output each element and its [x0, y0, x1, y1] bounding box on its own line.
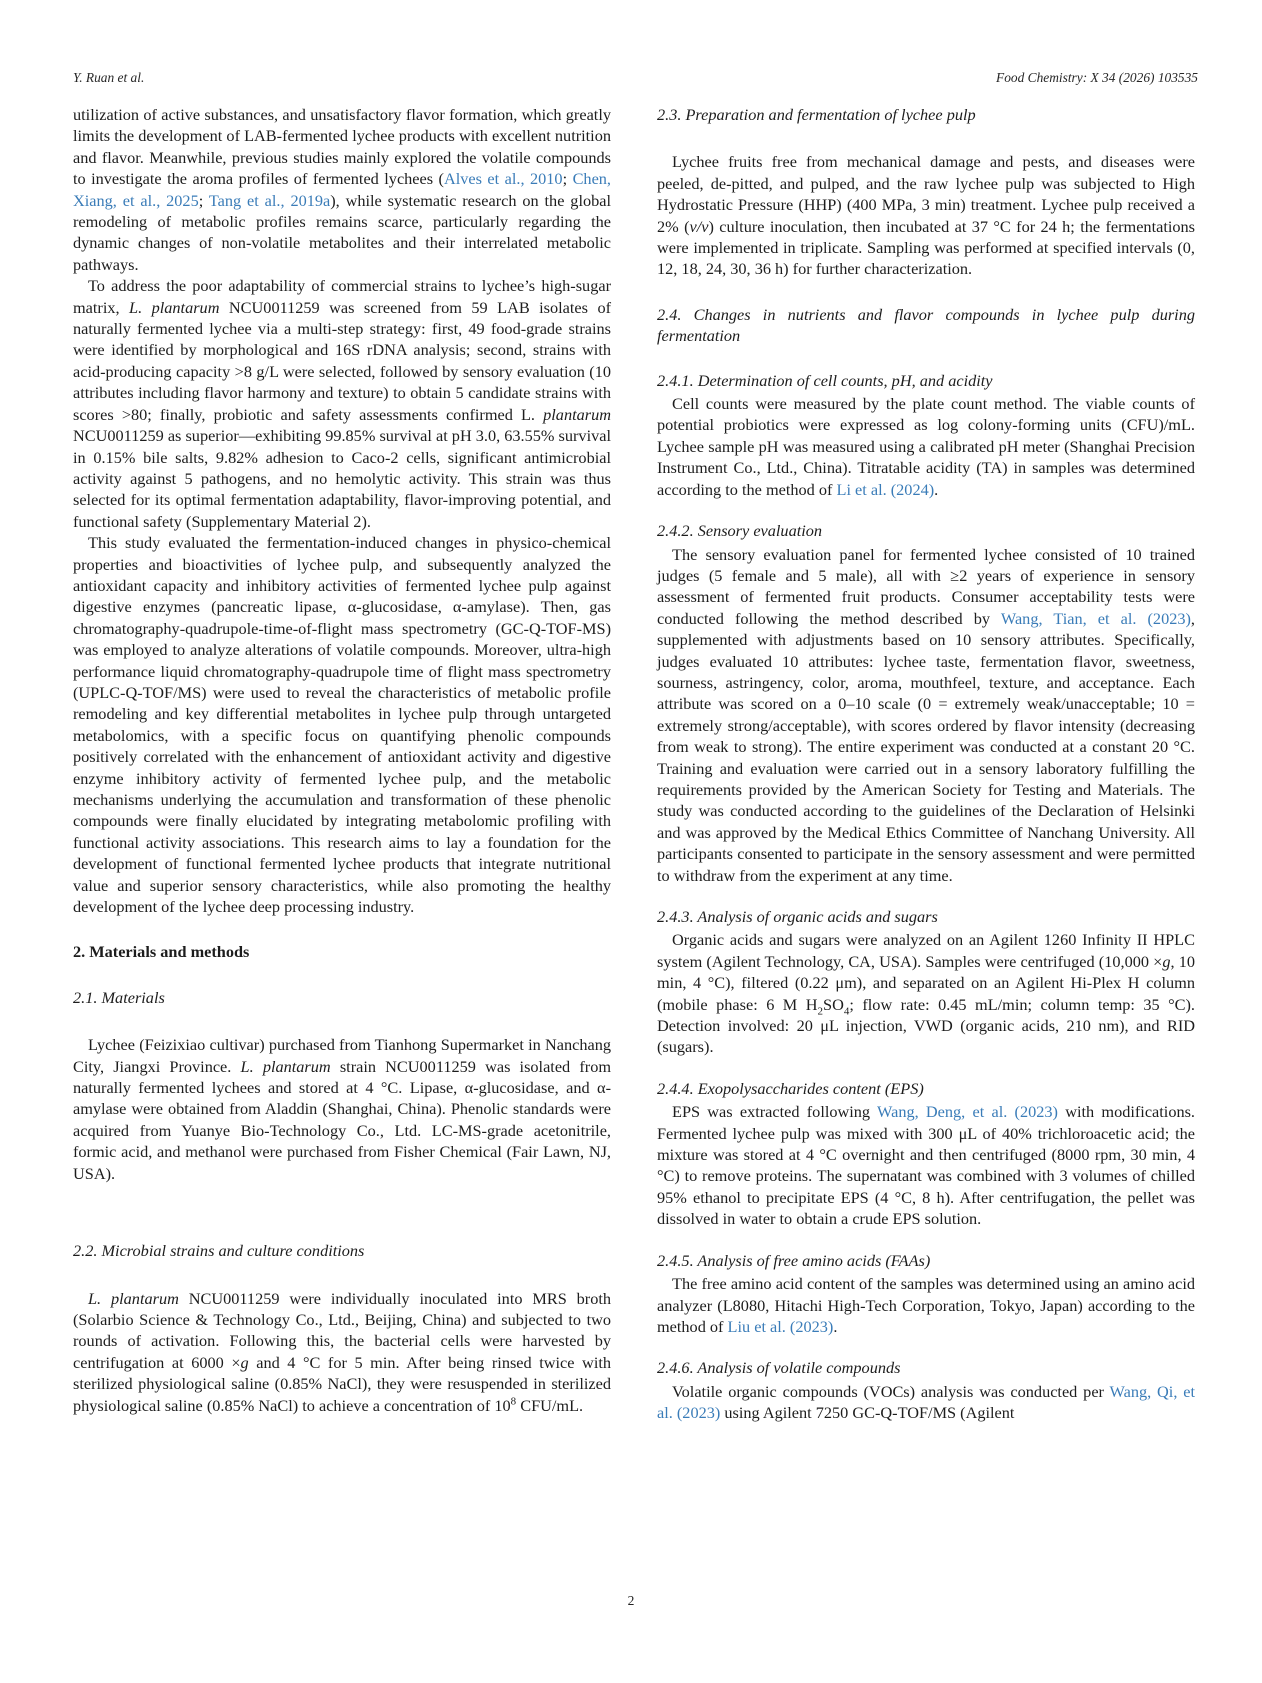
paragraph-cell-counts	[657, 393, 1195, 500]
subsection-heading-2-4-6-volatile	[657, 1357, 1195, 1378]
text-segment: ; flow rate: 0.45 mL/min; column temp: 35 °C). Detection involved: 20 μL injection, VWD (organic acids, 210 nm), and RID (sugars).	[657, 994, 1196, 1057]
citation-link[interactable]: Li et al. (2024)	[836, 479, 935, 499]
text-segment: To address the poor adaptability of commercial strains to lychee’s high-sugar matrix,	[73, 276, 611, 317]
text-segment: 2.3. Preparation and fermentation of lychee pulp	[657, 105, 976, 124]
text-segment: , supplemented with adjustments based on 10 sensory attributes. Specifically, judges evaluated 10 attributes: lychee taste, fermentation flavor, sweetness, sourness, astringency, color, aroma, mouthfeel, texture, and acceptance. Each attribute was scored on a 0–10 scale (0 = extremely weak/unacceptable; 10 = extremely strong/acceptable), with scores ordered by flavor intensity (decreasing from weak to strong). The entire experiment was conducted at a constant 20 °C. Training and evaluation were carried out in a sensory laboratory fulfilling the requirements provided by the American Society for Testing and Materials. The study was conducted according to the guidelines of the Declaration of Helsinki and was approved by the Medical Ethics Committee of Nanchang University. All participants consented to participate in the sensory assessment and were permitted to withdraw from the experiment at any time.	[657, 608, 1195, 885]
subscript-text: 2	[817, 1004, 824, 1017]
citation-link[interactable]: Wang, Qi, et al. (2023)	[657, 1381, 1196, 1423]
citation-link[interactable]: Wang, Tian, et al. (2023)	[1000, 608, 1191, 628]
text-segment: utilization of active substances, and unsatisfactory flavor formation, which greatly limits the development of LAB-fermented lychee products with excellent nutrition and flavor. Meanwhile, previous studies mainly explored the volatile compounds to investigate the aroma profiles of fermented lychees (	[73, 105, 611, 189]
text-segment: .	[833, 1316, 838, 1336]
text-segment: NCU0011259 were individually inoculated into MRS broth (Solarbio Science & Technology Co., Ltd., Beijing, China) and subjected to two rounds of activation. Following this, the bacterial cells were harvested by centrifugation at 6000 ×	[73, 1288, 611, 1372]
text-segment: 2.4.4. Exopolysaccharides content (EPS)	[657, 1078, 924, 1098]
text-segment: g	[1162, 951, 1171, 971]
text-segment: ), while systematic research on the global remodeling of metabolic profiles remains scarce, particularly regarding the dynamic changes of non-volatile metabolites and their interrelated metabolic pathways.	[73, 190, 611, 274]
text-segment: plantarum	[543, 404, 611, 424]
paragraph-study-aims	[73, 532, 611, 917]
left-column	[73, 104, 611, 1424]
text-segment: with modifications. Fermented lychee pulp was mixed with 300 μL of 40% trichloroacetic acid; the mixture was stored at 4 °C overnight and then centrifuged (8000 rpm, 30 min, 4 °C) to remove proteins. The supernatant was combined with 3 volumes of chilled 95% ethanol to precipitate EPS (4 °C, 8 h). After centrifugation, the pellet was dissolved in water to obtain a crude EPS solution.	[657, 1102, 1196, 1229]
paragraph-sensory-evaluation	[657, 544, 1195, 887]
text-segment: L. plantarum	[240, 1056, 331, 1076]
subsection-heading-2-4-changes	[657, 304, 1195, 347]
text-segment: using Agilent 7250 GC-Q-TOF/MS (Agilent	[720, 1403, 1015, 1423]
subsection-heading-2-4-5-faas	[657, 1250, 1195, 1271]
text-segment: 2.2. Microbial strains and culture conditions	[73, 1241, 365, 1261]
superscript-text: 8	[510, 1395, 517, 1408]
text-segment: strain NCU0011259 was isolated from naturally fermented lychees and stored at 4 °C. Lipase, α-glucosidase, and α-amylase were obtained from Aladdin (Shanghai, China). Phenolic standards were acquired from Yuanye Bio-Technology Co., Ltd. LC-MS-grade acetonitrile, formic acid, and methanol were purchased from Fisher Chemical (Fair Lawn, NJ, USA).	[73, 1056, 612, 1183]
text-segment: and 4 °C for 5 min. After being rinsed twice with sterilized physiological saline (0.85% NaCl), they were resuspended in sterilized physiological saline (0.85% NaCl) to achieve a concentration of 10	[73, 1352, 612, 1415]
running-author: Y. Ruan et al.	[73, 70, 145, 85]
text-segment: The sensory evaluation panel for fermented lychee consisted of 10 trained judges (5 female and 5 male), all with ≥2 years of experience in sensory assessment of fermented fruit products. Consumer acceptability tests were conducted following the method described by	[657, 544, 1195, 628]
text-segment: g	[240, 1352, 249, 1372]
text-segment: CFU/mL.	[516, 1395, 584, 1415]
text-segment: Organic acids and sugars were analyzed on an Agilent 1260 Infinity II HPLC system (Agilent Technology, CA, USA). Samples were centrifuged (10,000 ×	[657, 930, 1195, 971]
paragraph-materials	[73, 1034, 611, 1184]
text-segment: ;	[562, 169, 573, 189]
page-body	[73, 104, 1195, 1424]
section-heading-2-materials-and-methods	[73, 941, 611, 962]
citation-link[interactable]: Alves et al., 2010	[443, 169, 563, 189]
text-segment: NCU0011259 was screened from 59 LAB isolates of naturally fermented lychee via a multi-step strategy: first, 49 food-grade strains were identified by morphological and 16S rDNA analysis; second, strains with acid-producing capacity >8 g/L were selected, followed by sensory evaluation (10 attributes including flavor harmony and texture) to obtain 5 candidate strains with scores >80; finally, probiotic and safety assessments confirmed L.	[73, 297, 612, 424]
citation-link[interactable]: Chen, Xiang, et al., 2025	[73, 169, 611, 210]
running-head	[73, 70, 1198, 86]
citation-link[interactable]: Liu et al. (2023)	[727, 1316, 834, 1336]
text-segment: Volatile organic compounds (VOCs) analysis was conducted per	[672, 1381, 1110, 1401]
subsection-heading-2-3-preparation	[657, 104, 1195, 125]
right-column	[657, 104, 1195, 1424]
text-segment: Lychee fruits free from mechanical damage and pests, and diseases were peeled, de-pitted, and pulped, and the raw lychee pulp was subjected to High Hydrostatic Pressure (HHP) (400 MPa, 3 min) treatment. Lychee pulp received a 2% (	[657, 152, 1195, 236]
subscript-text: 4	[843, 1004, 850, 1017]
text-segment: ;	[198, 190, 209, 210]
text-segment: SO	[823, 994, 844, 1014]
text-segment: .	[934, 479, 939, 499]
text-segment: The free amino acid content of the samples was determined using an amino acid analyzer (L8080, Hitachi High-Tech Corporation, Tokyo, Japan) according to the method of	[657, 1274, 1195, 1336]
text-segment: L. plantarum	[88, 1288, 179, 1308]
text-segment: Lychee (Feizixiao cultivar) purchased from Tianhong Supermarket in Nanchang City, Jiangxi Province.	[73, 1035, 611, 1076]
paragraph-volatile-compounds	[657, 1381, 1195, 1424]
text-segment: 2.4. Changes in nutrients and flavor compounds in lychee pulp during fermentation	[657, 304, 1195, 346]
text-segment: L. plantarum	[129, 297, 220, 317]
paragraph-preparation-fermentation	[657, 151, 1195, 279]
citation-link[interactable]: Tang et al., 2019a	[208, 190, 331, 210]
text-segment: Cell counts were measured by the plate count method. The viable counts of potential probiotics were expressed as log colony-forming units (CFU)/mL. Lychee sample pH was measured using a calibrated pH meter (Shanghai Precision Instrument Co., Ltd., China). Titratable acidity (TA) in samples was determined according to the method of	[657, 394, 1195, 499]
text-segment: 2.4.2. Sensory evaluation	[657, 521, 823, 541]
journal-reference: Food Chemistry: X 34 (2026) 103535	[996, 70, 1198, 85]
subsection-heading-2-4-2-sensory	[657, 520, 1195, 541]
text-segment: 2. Materials and methods	[73, 942, 250, 962]
text-segment: This study evaluated the fermentation-induced changes in physico-chemical properties and bioactivities of lychee pulp, and subsequently analyzed the antioxidant capacity and inhibitory activities of fermented lychee pulp against digestive enzymes (pancreatic lipase, α-glucosidase, α-amylase). Then, gas chromatography-quadrupole-time-of-flight mass spectrometry (GC-Q-TOF-MS) was employed to analyze alterations of volatile compounds. Moreover, ultra-high performance liquid chromatography-quadrupole time of flight mass spectrometry (UPLC-Q-TOF/MS) were used to reveal the characteristics of metabolic profile remodeling and key differential metabolites in lychee pulp through untargeted metabolomics, with a specific focus on quantifying phenolic compounds positively correlated with the enhancement of antioxidant activity and digestive enzyme inhibitory activity of fermented lychee pulp, and the metabolic mechanisms underlying the accumulation and transformation of these phenolic compounds were finally elucidated by integrating metabolomic profiling with functional activity associations. This research aims to lay a foundation for the development of functional fermented lychee products that integrate nutritional value and superior sensory characteristics, while also promoting the healthy development of the lychee deep processing industry.	[73, 533, 611, 917]
text-segment: NCU0011259 as superior—exhibiting 99.85% survival at pH 3.0, 63.55% survival in 0.15% bile salts, 9.82% adhesion to Caco-2 cells, significant antimicrobial activity against 5 pathogens, and no hemolytic activity. This strain was thus selected for its optimal fermentation adaptability, flavor-improving potential, and functional safety (Supplementary Material 2).	[73, 426, 611, 531]
text-segment: 2.4.1. Determination of cell counts, pH, and acidity	[657, 370, 993, 390]
paragraph-strain-screening	[73, 275, 611, 532]
paragraph-free-amino-acids	[657, 1273, 1195, 1337]
paragraph-organic-acids-sugars	[657, 929, 1195, 1057]
text-segment: , 10 min, 4 °C), filtered (0.22 μm), and separated on an Agilent Hi-Plex H column (mobile phase: 6 M H	[657, 951, 1195, 1014]
subsection-heading-2-4-1-cell-counts	[657, 370, 1195, 391]
text-segment: 2.4.5. Analysis of free amino acids (FAAs)	[657, 1250, 931, 1270]
text-segment: 2.4.6. Analysis of volatile compounds	[657, 1358, 901, 1378]
text-segment: ) culture inoculation, then incubated at 37 °C for 24 h; the fermentations were implemented in triplicate. Sampling was performed at specified intervals (0, 12, 18, 24, 30, 36 h) for further characterization.	[657, 216, 1195, 279]
paragraph-intro-continuation	[73, 104, 611, 275]
text-segment: EPS was extracted following	[672, 1102, 878, 1122]
page-number: 2	[627, 1593, 635, 1608]
paragraph-eps-extraction	[657, 1101, 1195, 1229]
subsection-heading-2-4-3-organic-acids	[657, 906, 1195, 927]
text-segment: 2.1. Materials	[73, 987, 165, 1007]
text-segment: v/v	[689, 216, 709, 236]
citation-link[interactable]: Wang, Deng, et al. (2023)	[877, 1102, 1058, 1122]
subsection-heading-2-1-materials	[73, 987, 611, 1008]
text-segment: 2.4.3. Analysis of organic acids and sugars	[657, 907, 938, 926]
paragraph-culture-conditions	[73, 1288, 611, 1416]
subsection-heading-2-4-4-eps	[657, 1078, 1195, 1099]
subsection-heading-2-2-microbial-strains	[73, 1240, 611, 1261]
